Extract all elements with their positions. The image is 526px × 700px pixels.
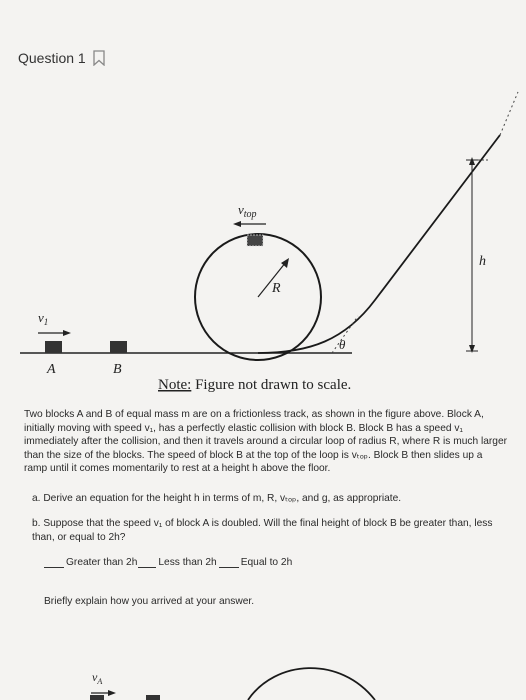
- part-b: b. Suppose that the speed v₁ of block A is doubled. Will the final height of block B be greater than, less than, or equal to 2h?: [32, 518, 493, 543]
- problem-statement: Two blocks A and B of equal mass m are on a frictionless track, as shown in the figure above. Block A, initially moving with speed v₁, has a perfectly elastic collision with block B. Block B has a speed v₁ immediately after the collision, and then it travels around a circular loop of radius R, where R is much larger than the size of the blocks. The speed of block B at the top of the loop is vₜₒₚ. Block B then slides up a ramp until it comes momentarily to rest at a height h above the floor.: [24, 409, 507, 475]
- ramp-extension: [500, 92, 518, 135]
- block-b: [110, 341, 127, 353]
- v1-arrowhead: [63, 330, 71, 336]
- answer-choices: [44, 557, 292, 568]
- block-a-2: [90, 695, 104, 700]
- va-arrowhead: [108, 690, 116, 696]
- height-arrowhead-up: [469, 157, 475, 165]
- vtop-arrowhead: [233, 221, 241, 227]
- theta-label: θ: [339, 337, 346, 352]
- ramp-curve: [258, 135, 500, 353]
- question-title: Question 1: [18, 50, 86, 66]
- blank-equal[interactable]: [219, 557, 239, 568]
- block-b-label: B: [113, 362, 122, 377]
- va-label: $v_A$: [92, 670, 103, 686]
- block-b-2: [146, 695, 160, 700]
- figure-note: Note: Figure not drawn to scale.: [158, 377, 352, 393]
- part-a: a. Derive an equation for the height h in terms of m, R, vₜₒₚ, and g, as appropriate.: [32, 493, 402, 504]
- h-label: h: [479, 254, 486, 269]
- height-arrowhead-down: [469, 345, 475, 353]
- block-b-top: [247, 235, 263, 246]
- v1-label: $v_1$: [38, 310, 49, 327]
- choice-equal[interactable]: Equal to 2h: [240, 557, 293, 568]
- blank-less[interactable]: [138, 557, 156, 568]
- block-a: [45, 341, 62, 353]
- blank-greater[interactable]: [44, 557, 64, 568]
- explain-prompt: Briefly explain how you arrived at your answer.: [44, 596, 255, 607]
- choice-less[interactable]: Less than 2h: [158, 557, 217, 568]
- loop-arc-2: [248, 668, 375, 700]
- radius-label: R: [272, 281, 281, 296]
- vtop-label: $v_{top}$: [238, 202, 257, 220]
- choice-greater[interactable]: Greater than 2h: [66, 557, 138, 568]
- block-a-label: A: [47, 362, 56, 377]
